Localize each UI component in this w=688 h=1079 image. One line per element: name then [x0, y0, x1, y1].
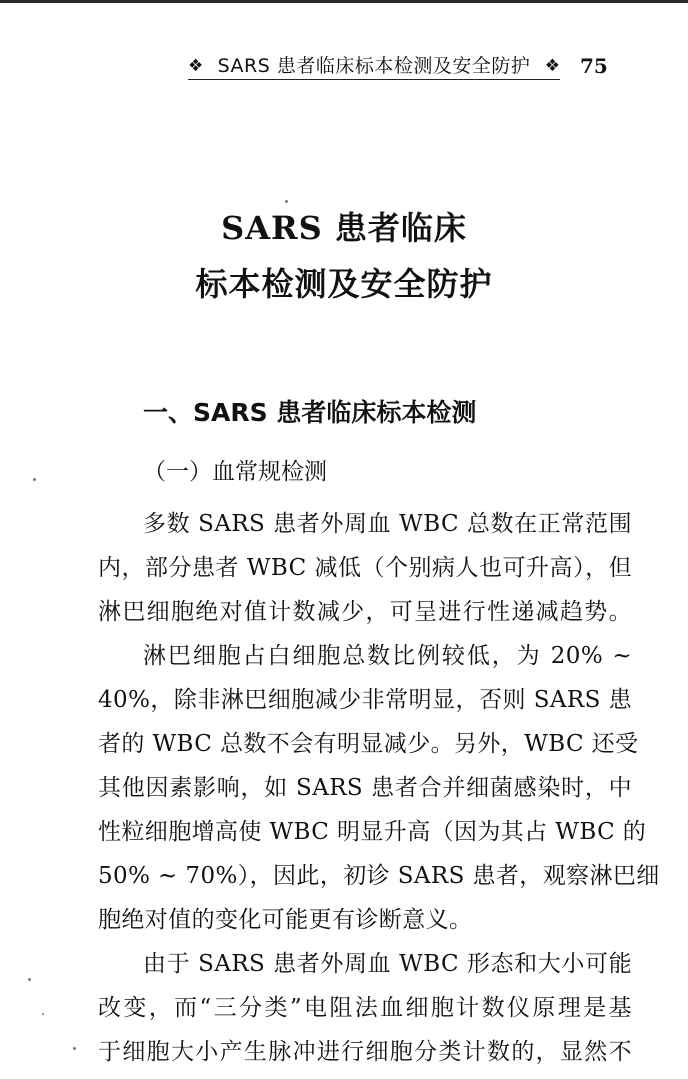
- subsection-heading: （一）血常规检测: [143, 459, 327, 485]
- page-number: 75: [580, 54, 608, 78]
- chapter-title-line-1: SARS 患者临床: [221, 209, 467, 247]
- body-text: [98, 502, 660, 1074]
- section-heading: 一、SARS 患者临床标本检测: [143, 398, 477, 427]
- scan-speck: [285, 200, 288, 203]
- text-line: 淋巴细胞占白细胞总数比例较低，为 20% ~: [143, 643, 632, 669]
- text-line: 多数 SARS 患者外周血 WBC 总数在正常范围: [143, 511, 632, 537]
- text-line: 改变，而“三分类”电阻法血细胞计数仪原理是基: [98, 995, 632, 1021]
- text-line: 40%，除非淋巴细胞减少非常明显，否则 SARS 患: [98, 687, 632, 713]
- chapter-title-line-2: 标本检测及安全防护: [195, 265, 493, 303]
- text-line: 由于 SARS 患者外周血 WBC 形态和大小可能: [143, 951, 632, 977]
- text-line: 胞绝对值的变化可能更有诊断意义。: [98, 907, 473, 933]
- text-line: 其他因素影响，如 SARS 患者合并细菌感染时，中: [98, 775, 632, 801]
- running-header-title: SARS 患者临床标本检测及安全防护: [217, 55, 531, 77]
- text-line: 者的 WBC 总数不会有明显减少。另外，WBC 还受: [98, 731, 639, 757]
- text-line: 性粒细胞增高使 WBC 明显升高（因为其占 WBC 的: [98, 819, 647, 845]
- text-line: 淋巴细胞绝对值计数减少，可呈进行性递减趋势。: [98, 599, 632, 625]
- text-line: 50% ~ 70%），因此，初诊 SARS 患者，观察淋巴细: [98, 863, 660, 889]
- diamond-ornament-icon: ❖: [544, 56, 560, 76]
- scan-speck: [42, 1013, 44, 1015]
- scan-speck: [28, 978, 31, 981]
- page-top-edge: [0, 0, 688, 3]
- scan-speck: [73, 1047, 76, 1050]
- scan-speck: [33, 478, 36, 481]
- text-line: 内，部分患者 WBC 减低（个别病人也可升高），但: [98, 555, 632, 581]
- diamond-ornament-icon: ❖: [188, 56, 204, 76]
- running-header: [188, 52, 560, 80]
- chapter-title: [0, 200, 688, 312]
- text-line: 于细胞大小产生脉冲进行细胞分类计数的，显然不: [98, 1039, 632, 1065]
